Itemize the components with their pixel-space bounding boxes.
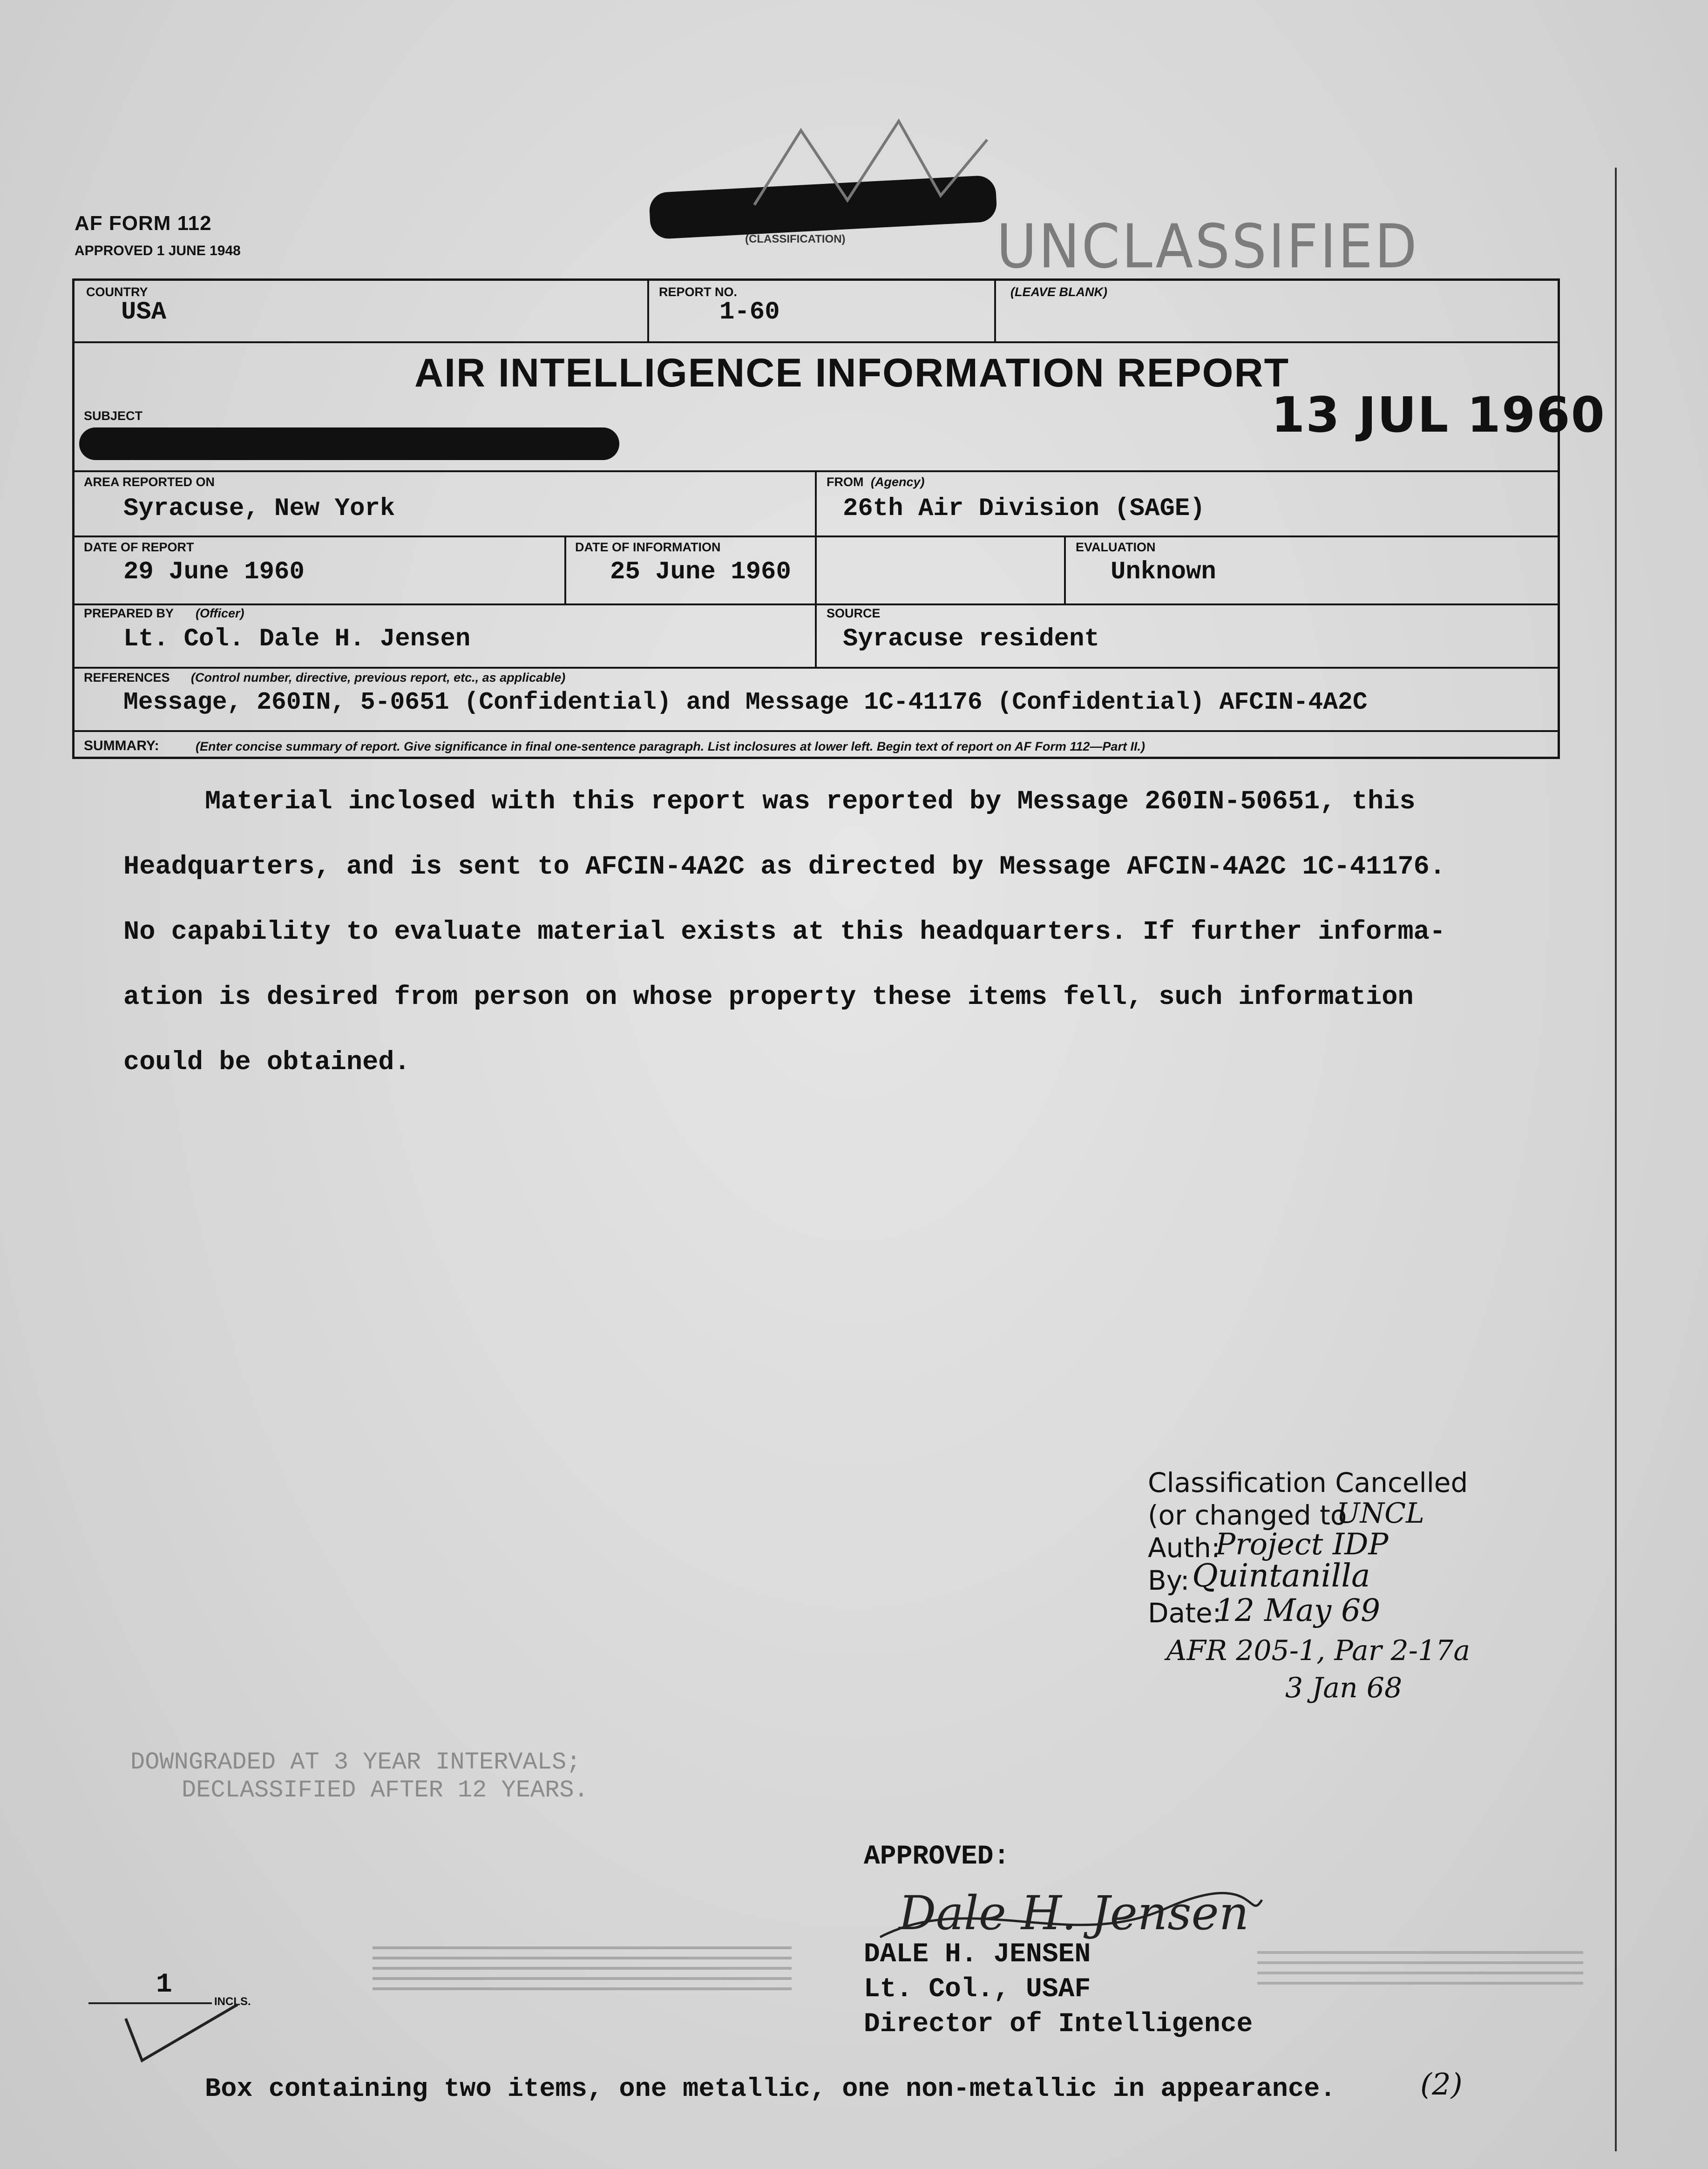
afr-note-handwriting: AFR 205-1, Par 2-17a (1166, 1634, 1471, 1667)
evaluation-value: Unknown (1111, 558, 1216, 586)
divider (647, 279, 649, 342)
evaluation-label: EVALUATION (1076, 540, 1156, 554)
from-label-sub: (Agency) (871, 475, 925, 489)
jan-note-handwriting: 3 Jan 68 (1285, 1672, 1403, 1704)
classification-caption: (CLASSIFICATION) (745, 233, 846, 245)
bleed-through-text (373, 1946, 792, 1998)
summary-label: SUMMARY: (84, 738, 159, 753)
report-no-value: 1-60 (719, 298, 780, 326)
source-label: SOURCE (827, 606, 881, 620)
approver-rank: Lt. Col., USAF (864, 1974, 1091, 2005)
divider (73, 535, 1559, 537)
auth-label: Auth: (1148, 1532, 1220, 1564)
divider (1064, 536, 1066, 605)
unclassified-stamp: UNCLASSIFIED (996, 211, 1419, 282)
subject-redaction (79, 427, 619, 460)
date-of-report-label: DATE OF REPORT (84, 540, 194, 554)
approver-name: DALE H. JENSEN (864, 1939, 1091, 1970)
country-value: USA (121, 298, 167, 326)
summary-line: Material inclosed with this report was reported by Message 260IN-50651, this (205, 787, 1416, 817)
received-date-stamp: 13 JUL 1960 (1271, 386, 1606, 443)
summary-line: could be obtained. (123, 1048, 410, 1078)
summary-line: No capability to evaluate material exists at this headquarters. If further informa- (123, 917, 1446, 947)
references-label-sub: (Control number, directive, previous report, etc., as applicable) (191, 671, 566, 685)
area-label: AREA REPORTED ON (84, 475, 215, 489)
summary-instructions: (Enter concise summary of report. Give significance in final one-sentence paragraph. List inclosures at lower left. Begin text of report on AF Form 112—Part II.) (196, 739, 1145, 753)
page-edge-line (1615, 168, 1617, 2151)
prepared-by-value: Lt. Col. Dale H. Jensen (123, 625, 471, 653)
country-label: COUNTRY (86, 285, 148, 299)
divider (564, 536, 566, 605)
summary-line: Headquarters, and is sent to AFCIN-4A2C as directed by Message AFCIN-4A2C 1C-41176. (123, 852, 1446, 882)
references-label: REFERENCES (84, 671, 170, 685)
references-value: Message, 260IN, 5-0651 (Confidential) and Message 1C-41176 (Confidential) AFCIN-4A2C (123, 688, 1368, 716)
form-approved-date: APPROVED 1 JUNE 1948 (75, 243, 241, 258)
downgrade-stamp: DOWNGRADED AT 3 YEAR INTERVALS; (130, 1749, 581, 1776)
form-id: AF FORM 112 (75, 212, 212, 235)
by-handwriting: Quintanilla (1192, 1558, 1370, 1594)
inclosure-description: Box containing two items, one metallic, one non-metallic in appearance. (205, 2074, 1336, 2104)
from-value: 26th Air Division (SAGE) (843, 495, 1205, 523)
date-of-report-value: 29 June 1960 (123, 558, 305, 586)
divider (994, 279, 996, 342)
leave-blank-label: (LEAVE BLANK) (1010, 285, 1107, 299)
report-title: AIR INTELLIGENCE INFORMATION REPORT (414, 351, 1290, 395)
prepared-by-label: PREPARED BY (84, 606, 174, 620)
inclosure-label: INCLS. (214, 1995, 251, 2008)
by-label: By: (1148, 1565, 1190, 1596)
date-label: Date: (1148, 1597, 1222, 1629)
subject-label: SUBJECT (84, 409, 143, 423)
divider (815, 471, 817, 605)
approved-label: APPROVED: (864, 1842, 1010, 1872)
date-of-information-label: DATE OF INFORMATION (575, 540, 721, 554)
check-mark (121, 2000, 242, 2070)
inclosure-count: 1 (156, 1970, 172, 2000)
redaction-scribble (745, 112, 1006, 219)
bleed-through-text (1257, 1951, 1583, 1988)
auth-handwriting: Project IDP (1215, 1527, 1389, 1562)
source-value: Syracuse resident (843, 625, 1099, 653)
date-handwriting: 12 May 69 (1215, 1593, 1381, 1628)
approver-title: Director of Intelligence (864, 2009, 1253, 2040)
signature: Dale H. Jensen (899, 1886, 1249, 1940)
changed-to-handwriting: UNCL (1336, 1497, 1424, 1530)
declassify-stamp: DECLASSIFIED AFTER 12 YEARS. (182, 1776, 589, 1804)
summary-line: ation is desired from person on whose property these items fell, such information (123, 983, 1414, 1012)
divider (73, 730, 1559, 732)
inclosure-note-handwriting: (2) (1420, 2067, 1463, 2102)
report-no-label: REPORT NO. (659, 285, 738, 299)
classification-cancelled-stamp: Classification Cancelled (1148, 1467, 1468, 1498)
prepared-by-label-sub: (Officer) (196, 606, 244, 620)
area-value: Syracuse, New York (123, 495, 395, 523)
changed-to-label: (or changed to (1148, 1499, 1347, 1531)
divider (73, 341, 1559, 343)
from-label: FROM (827, 475, 864, 489)
divider (815, 604, 817, 669)
divider (73, 667, 1559, 669)
date-of-information-value: 25 June 1960 (610, 558, 791, 586)
